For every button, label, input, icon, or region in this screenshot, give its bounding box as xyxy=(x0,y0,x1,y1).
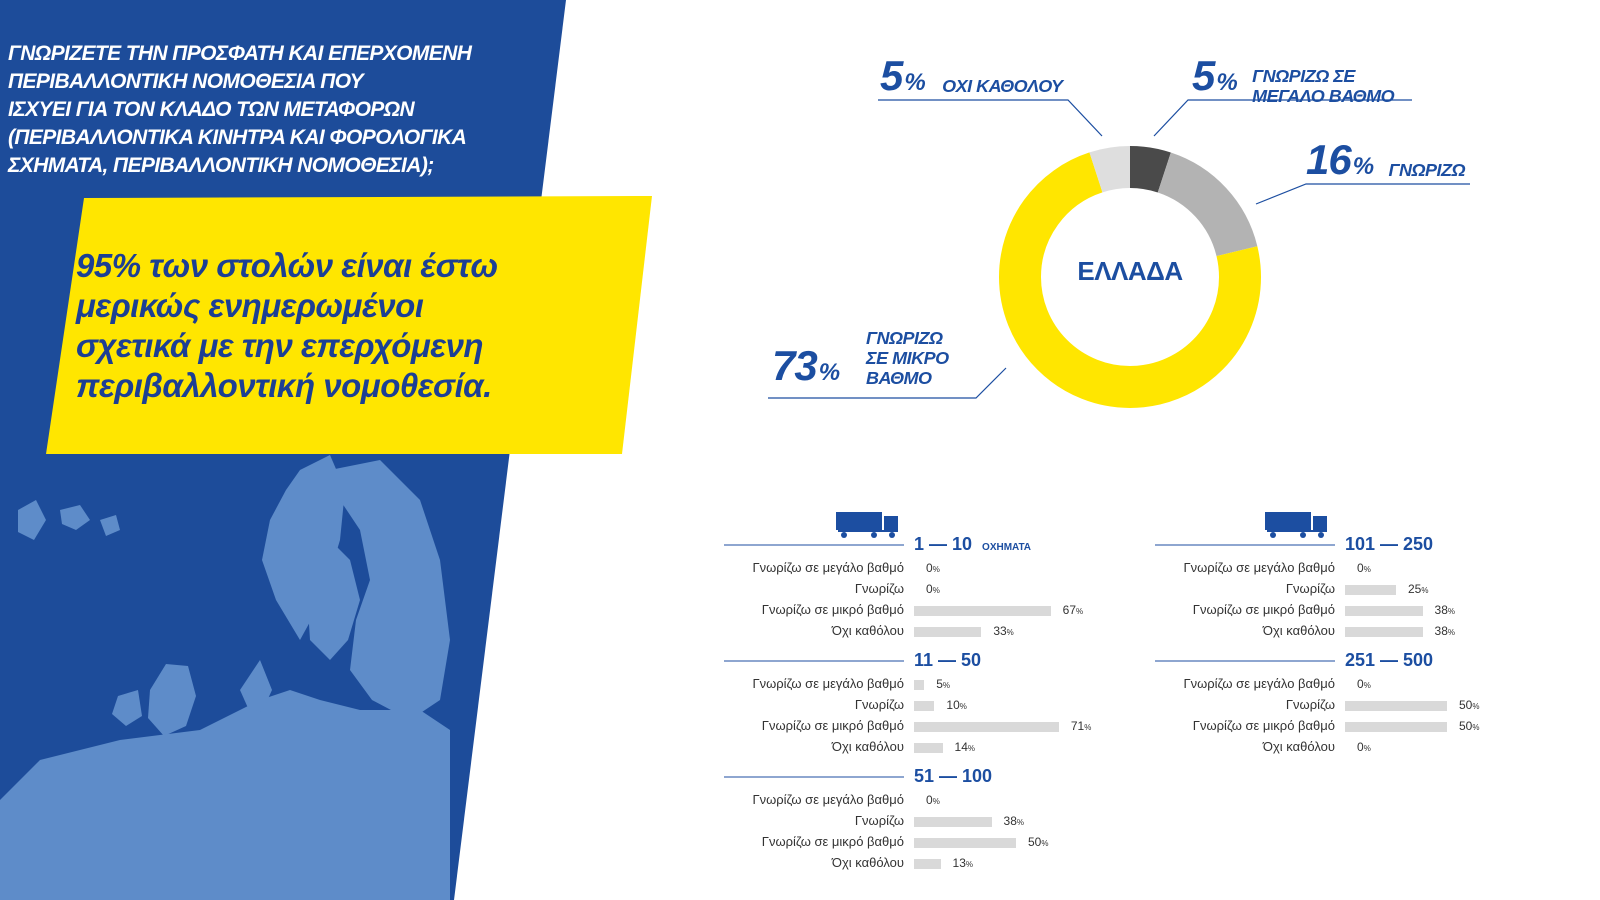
callout-value: 5 xyxy=(880,52,903,99)
callout-mikro-vathmo xyxy=(772,342,840,390)
bar-category-label: Γνωρίζω σε μεγάλο βαθμό xyxy=(752,792,904,807)
fleet-size-range: 11 — 50 xyxy=(914,650,982,670)
bar-value-unit: % xyxy=(1016,818,1024,827)
fleet-size-title xyxy=(1345,650,1433,671)
bar-value-number: 38 xyxy=(1003,814,1017,828)
highlight-line: περιβαλλοντική νομοθεσία. xyxy=(76,367,492,404)
callout-label xyxy=(1252,66,1394,106)
bar-category-label: Γνωρίζω xyxy=(1285,581,1335,596)
bar-value-label xyxy=(953,856,973,870)
callout-label: ΓΝΩΡΙΖΩ xyxy=(1388,159,1466,180)
leader-gnorizo xyxy=(1256,184,1470,204)
bar-value-unit: % xyxy=(965,860,973,869)
bar-value-unit: % xyxy=(1363,744,1371,753)
callout-percent-sign: % xyxy=(818,359,841,386)
bar xyxy=(914,743,943,753)
callout-label-line: ΣΕ ΜΙΚΡΟ xyxy=(866,348,949,368)
bar xyxy=(914,838,1016,848)
bar-category-label: Γνωρίζω xyxy=(854,813,904,828)
callout-megalo-vathmo xyxy=(1192,52,1394,106)
bar-category-label: Γνωρίζω σε μεγάλο βαθμό xyxy=(752,560,904,575)
callout-value: 5 xyxy=(1192,52,1215,99)
bar-value-number: 0 xyxy=(1357,740,1364,754)
bar-value-unit: % xyxy=(1363,681,1371,690)
bar-value-number: 14 xyxy=(954,740,968,754)
bar-value-label xyxy=(936,677,950,691)
bar-category-label: Γνωρίζω σε μεγάλο βαθμό xyxy=(1183,560,1335,575)
question-line: ΓΝΩΡΙΖΕΤΕ ΤΗΝ ΠΡΟΣΦΑΤΗ ΚΑΙ ΕΠΕΡΧΟΜΕΝΗ xyxy=(8,42,472,65)
bar-value-number: 50 xyxy=(1028,835,1042,849)
donut-center-label: ΕΛΛΑΔΑ xyxy=(1077,256,1183,286)
bar-value-unit: % xyxy=(1421,586,1429,595)
bar-value-label xyxy=(1357,740,1371,754)
callout-percent-sign: % xyxy=(904,69,926,96)
bar xyxy=(914,680,924,690)
callout-label: ΟΧΙ ΚΑΘΟΛΟΥ xyxy=(942,75,1063,96)
callout-oxi-katholou xyxy=(880,52,1063,100)
fleet-size-title xyxy=(914,534,1031,555)
callout-label-line: ΓΝΩΡΙΖΩ xyxy=(866,328,943,348)
bar-category-label: Γνωρίζω xyxy=(1285,697,1335,712)
bar xyxy=(1345,585,1396,595)
truck-icon xyxy=(1265,512,1327,538)
callout-percent-sign: % xyxy=(1216,69,1238,96)
bar-value-label xyxy=(1028,835,1048,849)
question-line: ΙΣΧΥΕΙ ΓΙΑ ΤΟΝ ΚΛΑΔΟ ΤΩΝ ΜΕΤΑΦΟΡΩΝ xyxy=(8,98,415,121)
callout-value: 73 xyxy=(772,342,817,389)
bar-value-unit: % xyxy=(1363,565,1371,574)
bar-value-number: 67 xyxy=(1062,603,1077,617)
bar-value-number: 71 xyxy=(1070,719,1085,733)
highlight-statement xyxy=(76,246,596,406)
callout-label-line: ΒΑΘΜΟ xyxy=(866,368,932,388)
bar-value-number: 10 xyxy=(946,698,960,712)
bar-value-label xyxy=(1459,698,1479,712)
bar-value-number: 5 xyxy=(936,677,943,691)
question-line: ΣΧΗΜΑΤΑ, ΠΕΡΙΒΑΛΛΟΝΤΙΚΗ ΝΟΜΟΘΕΣΙΑ); xyxy=(8,154,434,177)
bar-category-label: Γνωρίζω σε μικρό βαθμό xyxy=(761,718,904,733)
bar-category-label: Όχι καθόλου xyxy=(1262,739,1335,754)
bar-value-unit: % xyxy=(1447,628,1455,637)
bar-value-number: 38 xyxy=(1434,603,1448,617)
bar-category-label: Όχι καθόλου xyxy=(831,739,904,754)
bar-value-label xyxy=(1071,719,1091,733)
bar-value-label xyxy=(1063,603,1083,617)
bar-value-unit: % xyxy=(932,797,940,806)
leader-oxi xyxy=(878,100,1102,136)
callout-mikro-label xyxy=(866,328,949,388)
bar-value-unit: % xyxy=(959,702,967,711)
bar-value-number: 0 xyxy=(1357,561,1364,575)
bar-value-label xyxy=(1357,677,1371,691)
bar-value-unit: % xyxy=(942,681,950,690)
bar xyxy=(1345,722,1447,732)
bar-category-label: Όχι καθόλου xyxy=(831,623,904,638)
bar-value-unit: % xyxy=(932,586,940,595)
truck-icon xyxy=(836,512,898,538)
bar-category-label: Γνωρίζω σε μικρό βαθμό xyxy=(1192,602,1335,617)
highlight-line: 95% των στολών είναι έστω xyxy=(76,247,498,284)
bar-category-label: Γνωρίζω σε μικρό βαθμό xyxy=(1192,718,1335,733)
bar-value-label xyxy=(926,793,940,807)
highlight-line: σχετικά με την επερχόμενη xyxy=(76,327,484,364)
bar-category-label: Γνωρίζω σε μεγάλο βαθμό xyxy=(1183,676,1335,691)
bar-value-label xyxy=(1408,582,1428,596)
bar-value-number: 50 xyxy=(1459,719,1473,733)
callout-gnorizo xyxy=(1306,136,1465,184)
bar xyxy=(914,627,981,637)
bar-value-unit: % xyxy=(1084,723,1092,732)
bar-value-unit: % xyxy=(1447,607,1455,616)
bar-value-number: 0 xyxy=(926,793,933,807)
bar-value-number: 25 xyxy=(1408,582,1422,596)
bar-value-label xyxy=(1357,561,1371,575)
bar-value-unit: % xyxy=(1472,702,1480,711)
fleet-size-range: 51 — 100 xyxy=(914,766,993,786)
bar-value-unit: % xyxy=(967,744,976,753)
bar-value-number: 0 xyxy=(926,582,933,596)
bar-value-label xyxy=(1435,603,1455,617)
bar xyxy=(914,817,992,827)
bar-category-label: Όχι καθόλου xyxy=(1262,623,1335,638)
bar-value-unit: % xyxy=(1076,607,1084,616)
bar xyxy=(1345,701,1447,711)
bar-value-number: 13 xyxy=(952,856,966,870)
bar xyxy=(914,606,1051,616)
bar-value-number: 0 xyxy=(1357,677,1364,691)
callout-label-line: ΓΝΩΡΙΖΩ ΣΕ xyxy=(1252,65,1355,86)
bar-category-label: Γνωρίζω xyxy=(854,581,904,596)
bar-value-label xyxy=(926,582,940,596)
callout-value: 16 xyxy=(1306,136,1351,183)
survey-question xyxy=(8,40,548,180)
bar-category-label: Γνωρίζω σε μεγάλο βαθμό xyxy=(752,676,904,691)
bar-value-label xyxy=(955,740,975,754)
fleet-size-title xyxy=(1345,534,1433,555)
highlight-line: μερικώς ενημερωμένοι xyxy=(76,287,424,324)
bar-category-label: Γνωρίζω σε μικρό βαθμό xyxy=(761,834,904,849)
bar xyxy=(1345,606,1423,616)
fleet-size-title xyxy=(914,650,981,671)
bar-value-label xyxy=(993,624,1013,638)
fleet-size-range: 251 — 500 xyxy=(1345,650,1434,670)
callout-label xyxy=(866,328,949,388)
bar-value-label xyxy=(1435,624,1455,638)
bar-value-label xyxy=(1004,814,1024,828)
bar-value-label xyxy=(946,698,966,712)
bar-category-label: Γνωρίζω xyxy=(854,697,904,712)
bar-value-label xyxy=(926,561,940,575)
bar-value-number: 50 xyxy=(1459,698,1473,712)
fleet-size-unit: ΟΧΗΜΑΤΑ xyxy=(982,542,1032,553)
bar-value-unit: % xyxy=(1041,839,1049,848)
bar-category-label: Γνωρίζω σε μικρό βαθμό xyxy=(761,602,904,617)
question-line: ΠΕΡΙΒΑΛΛΟΝΤΙΚΗ ΝΟΜΟΘΕΣΙΑ ΠΟΥ xyxy=(8,70,364,93)
bar-value-unit: % xyxy=(1472,723,1480,732)
callout-label-line: ΜΕΓΑΛΟ ΒΑΘΜΟ xyxy=(1252,85,1395,106)
fleet-size-range: 1 — 10 xyxy=(914,534,973,554)
fleet-size-title xyxy=(914,766,992,787)
bar-category-label: Όχι καθόλου xyxy=(831,855,904,870)
bar xyxy=(1345,627,1423,637)
question-line: (ΠΕΡΙΒΑΛΛΟΝΤΙΚΑ ΚΙΝΗΤΡΑ ΚΑΙ ΦΟΡΟΛΟΓΙΚΑ xyxy=(8,126,467,149)
bar xyxy=(914,859,941,869)
bar-value-number: 0 xyxy=(926,561,933,575)
bar-value-number: 33 xyxy=(993,624,1007,638)
bar-value-label xyxy=(1459,719,1479,733)
bar-value-unit: % xyxy=(1006,628,1014,637)
bar xyxy=(914,701,934,711)
callout-percent-sign: % xyxy=(1352,153,1375,180)
bar-value-number: 38 xyxy=(1434,624,1448,638)
bar-value-unit: % xyxy=(932,565,940,574)
fleet-size-range: 101 — 250 xyxy=(1345,534,1434,554)
bar xyxy=(914,722,1059,732)
